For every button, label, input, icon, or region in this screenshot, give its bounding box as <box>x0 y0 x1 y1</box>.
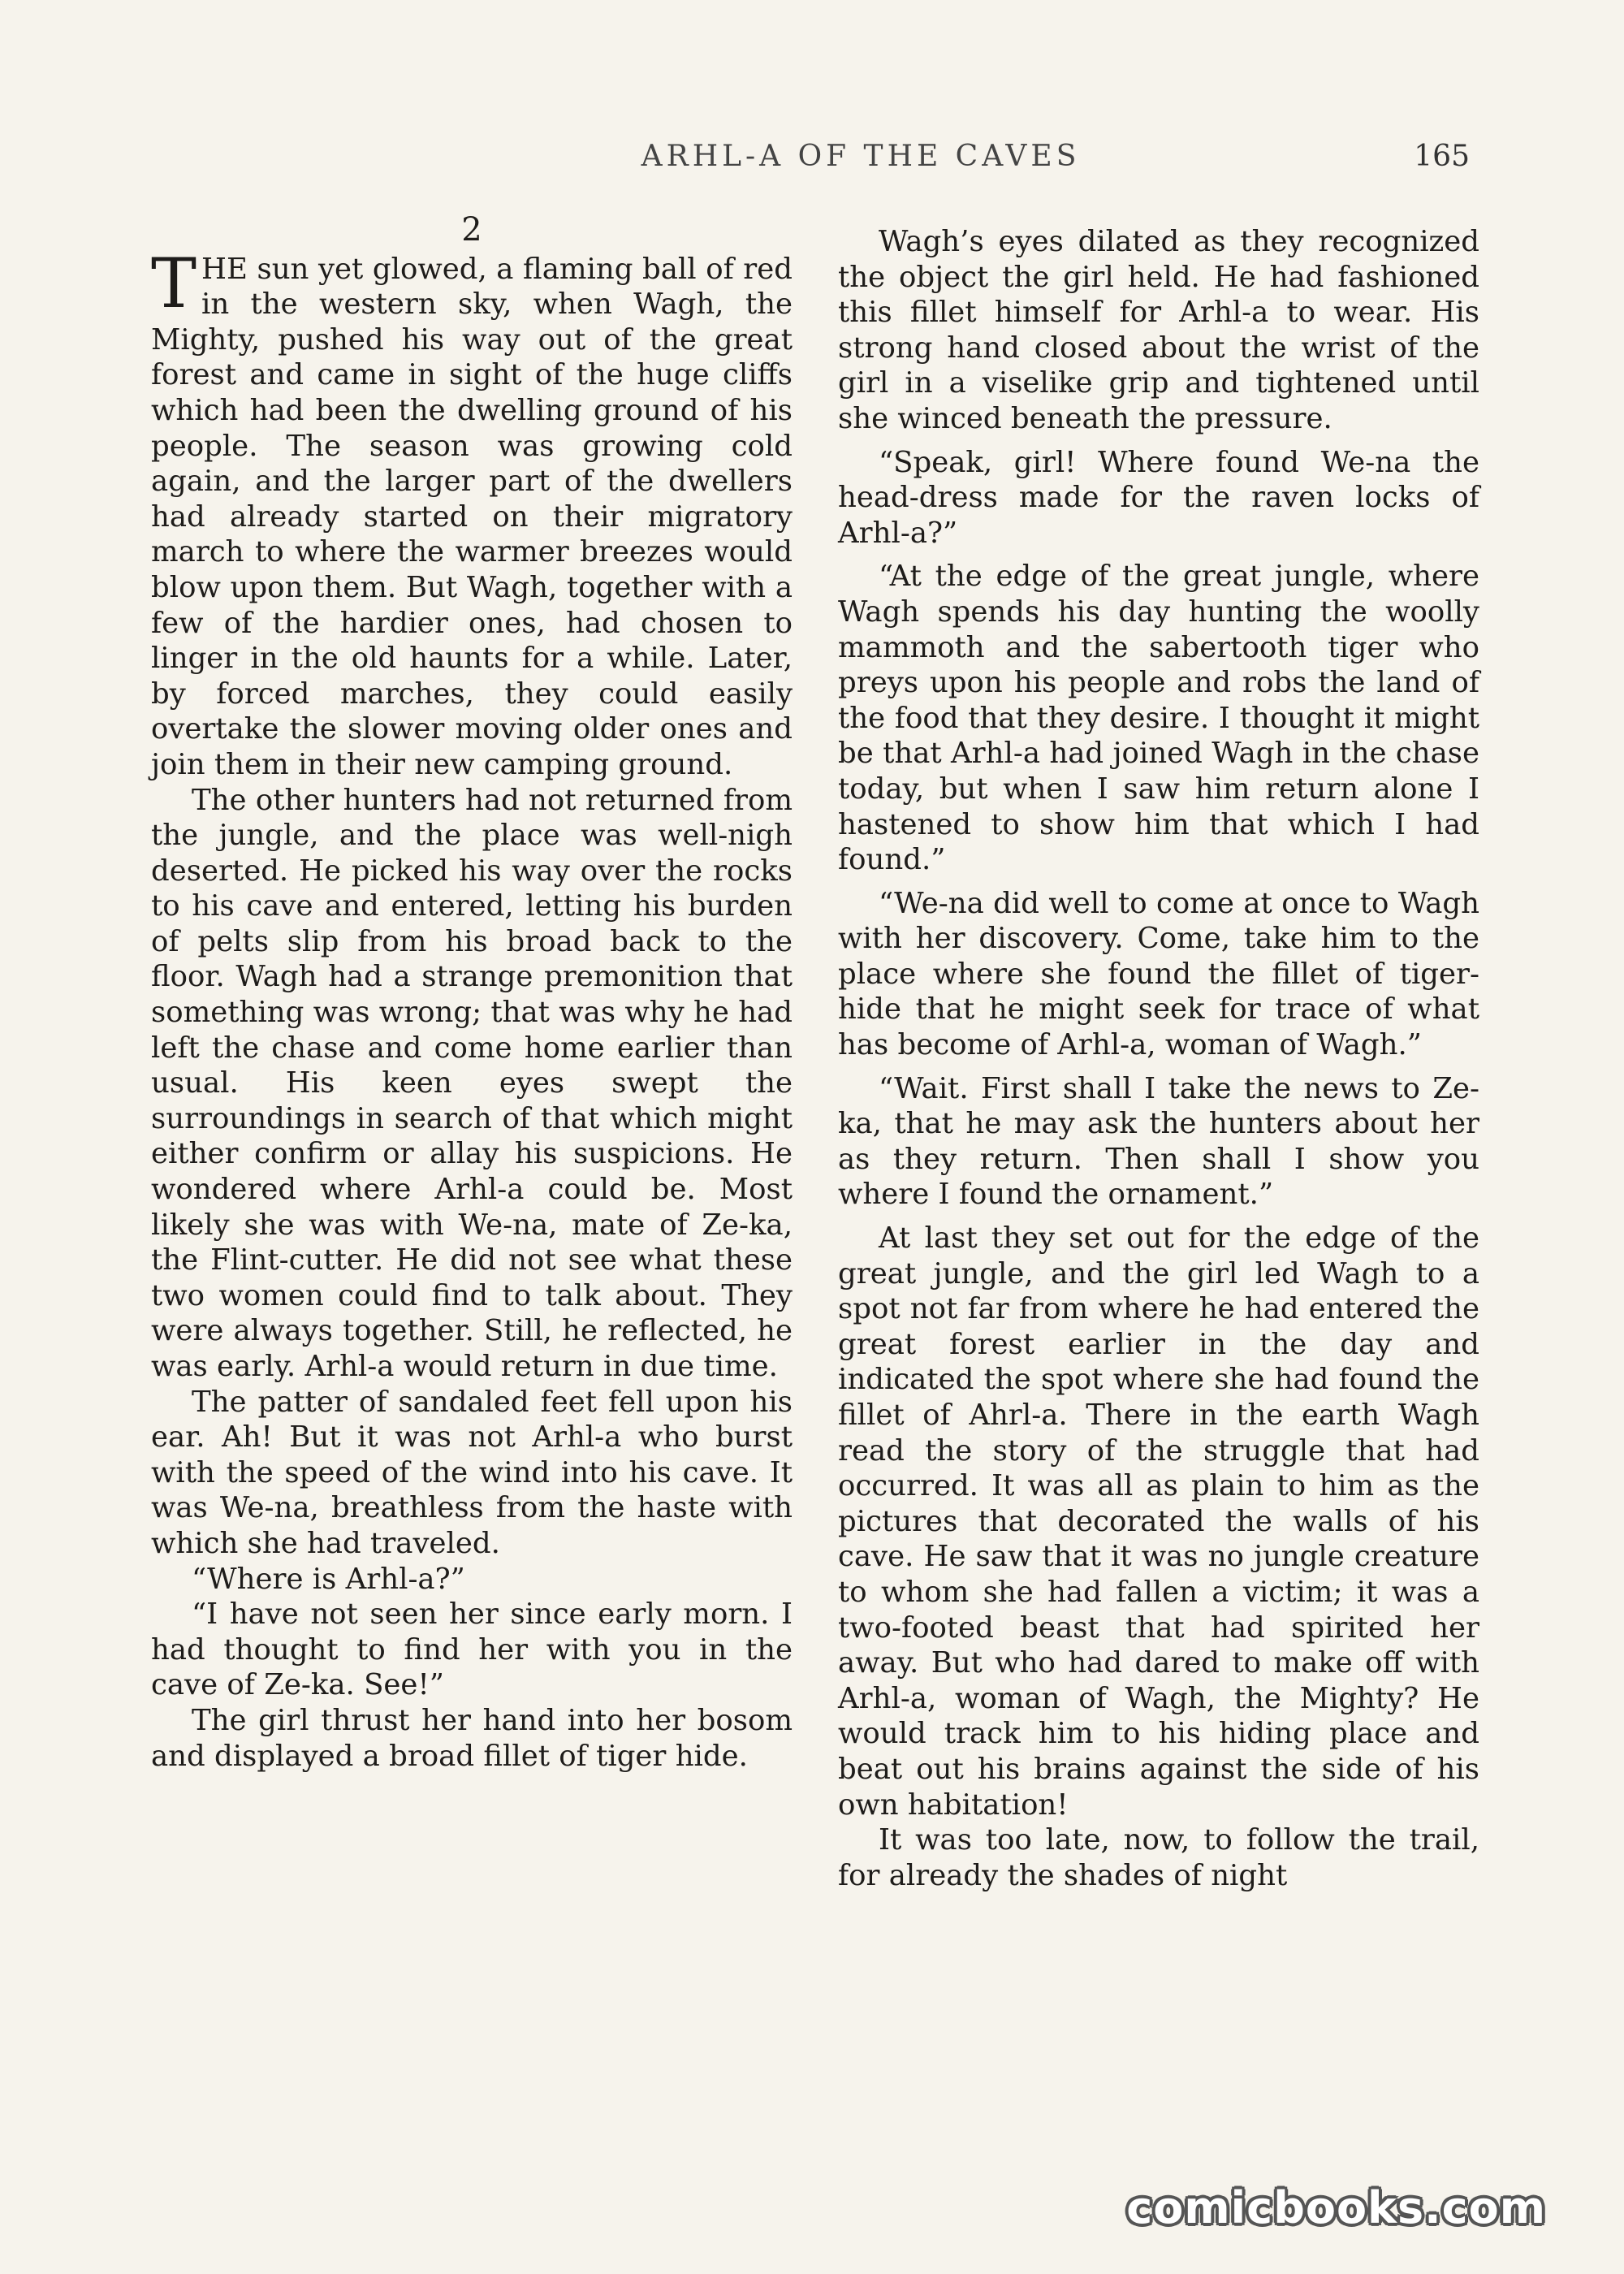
page-number: 165 <box>1414 140 1470 173</box>
running-title: ARHL-A OF THE CAVES <box>641 140 1081 173</box>
paragraph: “I have not seen her since early morn. I had thought to find her with you in the cave of Ze-ka. See!” <box>151 1597 793 1702</box>
paragraph: “We-na did well to come at once to Wagh with her discovery. Come, take him to the place where she found the fillet of tiger-hide that he might seek for trace of what has become of Arhl-a, woman of Wagh.” <box>838 886 1479 1062</box>
paragraph: Wagh’s eyes dilated as they recognized the object the girl held. He had fashioned this fillet himself for Arhl-a to wear. His strong hand closed about the wrist of the girl in a viselike grip and tightened until she winced beneath the pressure. <box>838 225 1479 435</box>
paragraph: The girl thrust her hand into her bosom and displayed a broad fillet of tiger hide. <box>151 1703 793 1773</box>
opening-paragraph <box>151 243 793 783</box>
paragraph: “Wait. First shall I take the news to Ze-ka, that he may ask the hunters about her as they return. Then shall I show you where I found the ornament.” <box>838 1071 1479 1212</box>
paragraph: “Where is Arhl-a?” <box>192 1562 465 1596</box>
watermark: comicbooks.com <box>1126 2182 1546 2233</box>
paragraph: The other hunters had not returned from the jungle, and the place was well-nigh deserted. He picked his way over the rocks to his cave and entered, letting his burden of pelts slip from his broad back to the floor. Wagh had a strange premonition that something was wrong; that was why he had left the chase and come home earlier than usual. His keen eyes swept the surroundings in search of that which might either confirm or allay his suspicions. He wondered where Arhl-a could be. Most likely she was with We-na, mate of Ze-ka, the Flint-cutter. He did not see what these two women could find to talk about. They were always together. Still, he reflected, he was early. Arhl-a would return in due time. <box>151 783 793 1383</box>
left-column <box>151 213 793 1774</box>
right-column <box>838 224 1479 1893</box>
section-number: 2 <box>461 211 482 249</box>
drop-cap: T <box>151 243 197 323</box>
paragraph: At last they set out for the edge of the great jungle, and the girl led Wagh to a spot not far from where he had entered the great forest earlier in the day and indicated the spot where she had found the fillet of Ahrl-a. There in the earth Wagh read the story of the struggle that had occurred. It was all as plain to him as the pictures that decorated the walls of his cave. He saw that it was no jungle creature to whom she had fallen a victim; it was a two-footed beast that had spirited her away. But who had dared to make off with Arhl-a, woman of Wagh, the Mighty? He would track him to his hiding place and beat out his brains against the side of his own habitation! <box>838 1221 1479 1822</box>
paragraph: The patter of sandaled feet fell upon his ear. Ah! But it was not Arhl-a who burst with the speed of the wind into his cave. It was We-na, breathless from the haste with which she had traveled. <box>151 1385 793 1560</box>
opening-paragraph-text: HE sun yet glowed, a flaming ball of red in the western sky, when Wagh, the Mighty, pushed his way out of the great forest and came in sight of the huge cliffs which had been the dwelling ground of his people. The season was growing cold again, and the larger part of the dwellers had already started on their migratory march to where the warmer breezes would blow upon them. But Wagh, together with a few of the hardier ones, had chosen to linger in the old haunts for a while. Later, by forced marches, they could easily overtake the slower moving older ones and join them in their new camping ground. <box>151 252 793 781</box>
running-head <box>0 140 1624 180</box>
paragraph: “Speak, girl! Where found We-na the head-dress made for the raven locks of Arhl-a?” <box>838 445 1479 550</box>
paragraph: It was too late, now, to follow the trail, for already the shades of night <box>838 1823 1479 1892</box>
paragraph: “At the edge of the great jungle, where Wagh spends his day hunting the woolly mammoth and the sabertooth tiger who preys upon his people and robs the land of the food that they desire. I thought it might be that Arhl-a had joined Wagh in the chase today, but when I saw him return alone I hastened to show him that which I had found.” <box>838 560 1479 877</box>
